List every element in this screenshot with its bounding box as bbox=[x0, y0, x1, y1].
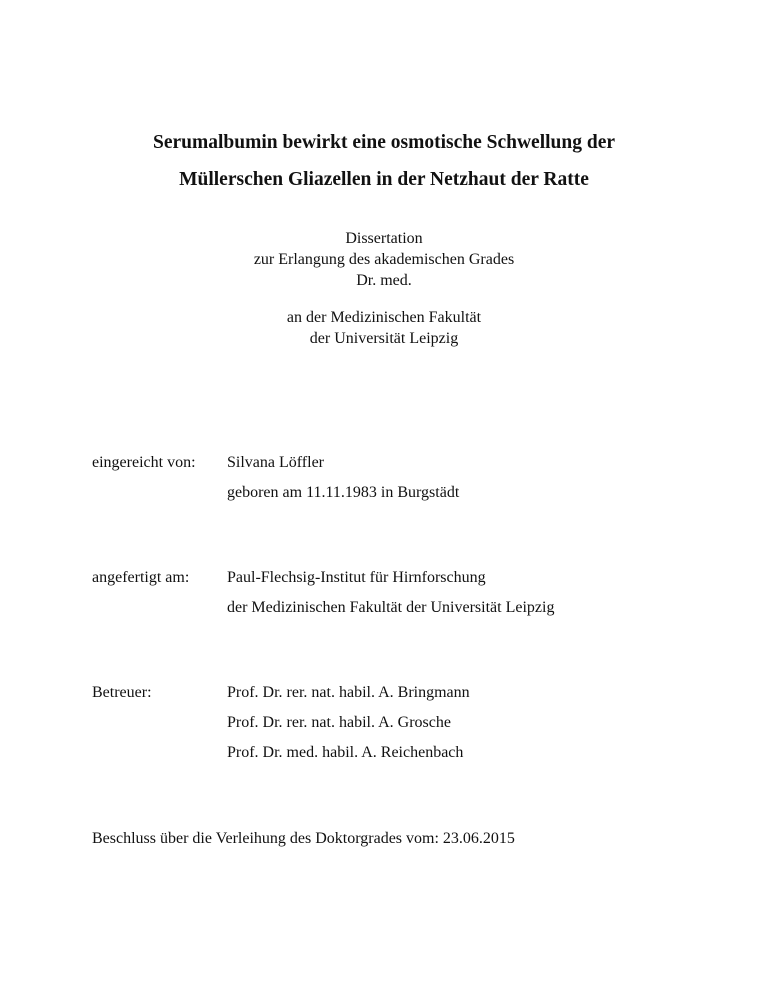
title-line-2: Müllerschen Gliazellen in der Netzhaut der Ratte bbox=[179, 169, 589, 190]
prepared-label: angefertigt am: bbox=[92, 569, 190, 586]
supervisor-3: Prof. Dr. med. habil. A. Reichenbach bbox=[227, 744, 464, 761]
supervisor-2: Prof. Dr. rer. nat. habil. A. Grosche bbox=[227, 714, 451, 731]
submitted-values bbox=[227, 448, 459, 508]
degree-block bbox=[0, 228, 768, 291]
submitted-birth: geboren am 11.11.1983 in Burgstädt bbox=[227, 484, 460, 501]
degree-line-3: Dr. med. bbox=[356, 272, 412, 289]
prepared-institute: Paul-Flechsig-Institut für Hirnforschung bbox=[227, 569, 486, 586]
faculty-line-2: der Universität Leipzig bbox=[309, 330, 459, 347]
dissertation-title bbox=[0, 124, 768, 198]
title-line-1: Serumalbumin bewirkt eine osmotische Schwellung der bbox=[152, 132, 616, 153]
prepared-values bbox=[227, 563, 554, 623]
faculty-block bbox=[0, 307, 768, 349]
prepared-section bbox=[92, 563, 554, 623]
decision-line: Beschluss über die Verleihung des Doktorgrades vom: 23.06.2015 bbox=[92, 830, 515, 847]
supervisor-1: Prof. Dr. rer. nat. habil. A. Bringmann bbox=[227, 684, 470, 701]
degree-line-1: Dissertation bbox=[345, 230, 423, 247]
submitted-section bbox=[92, 448, 459, 508]
supervisors-section bbox=[92, 678, 470, 768]
supervisors-values bbox=[227, 678, 470, 768]
supervisors-label: Betreuer: bbox=[92, 684, 152, 701]
prepared-faculty: der Medizinischen Fakultät der Universität Leipzig bbox=[227, 599, 555, 616]
degree-line-2: zur Erlangung des akademischen Grades bbox=[253, 251, 515, 268]
submitted-name: Silvana Löffler bbox=[227, 454, 325, 471]
submitted-label: eingereicht von: bbox=[92, 454, 196, 471]
faculty-line-1: an der Medizinischen Fakultät bbox=[286, 309, 482, 326]
